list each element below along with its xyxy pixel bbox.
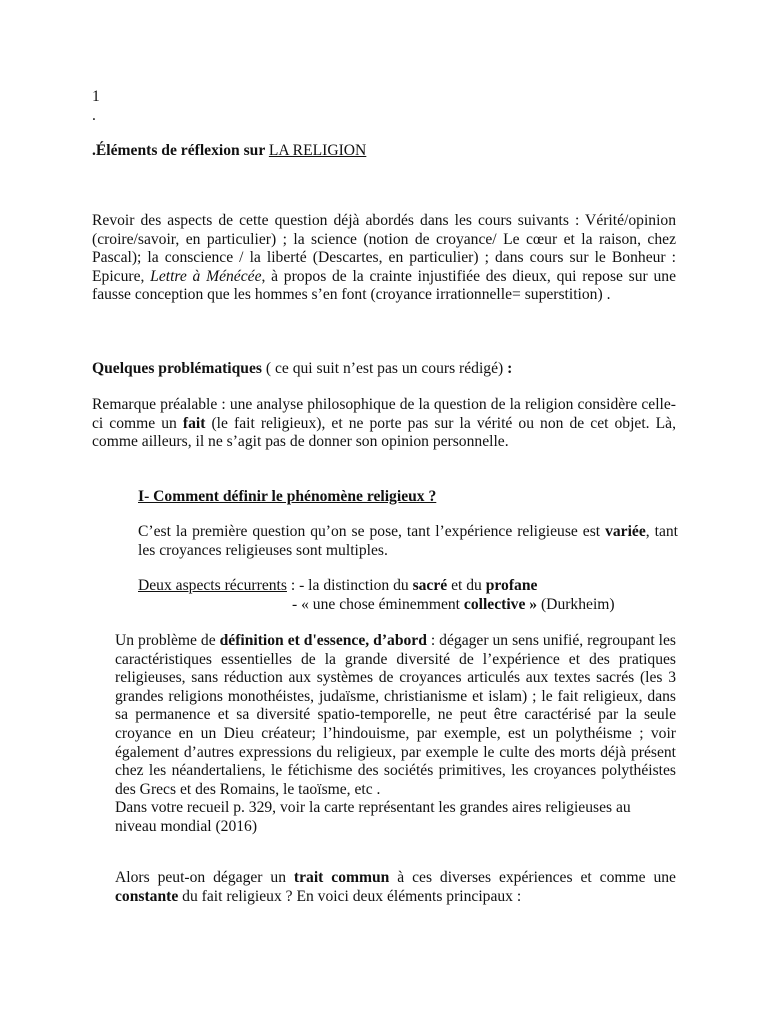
page-number: 1 . xyxy=(92,88,100,124)
probleme-paragraph: Un problème de définition et d'essence, d’abord : dégager un sens unifié, regroupant les caractéristiques essentielles de la grande diversité de l’expérience et des pratiques religieuses, sans réduction aux systèmes de croyances articulés aux textes sacrés (les 3 grandes religions monothéistes, judaïsme, christianisme et islam) ; le fait religieux, dans sa permanence et sa diversité spatio-temporelle, ne peut être caractérisé par la seule croyance en un Dieu créateur; l’hindouisme, par exemple, est un polythéisme ; voir également d’autres expressions du religieux, par exemple le culte des morts déjà présent chez les néandertaliens, le fétichisme des sociétés primitives, les croyances polythéistes des Grecs et des Romains, le taoïsme, etc . Dans votre recueil p. 329, voir la carte représentant les grandes aires religieuses au niveau mondial (2016) xyxy=(115,632,676,835)
problematiques-heading: Quelques problématiques ( ce qui suit n’est pas un cours rédigé) : xyxy=(92,360,513,377)
alors-paragraph: Alors peut-on dégager un trait commun à ces diverses expériences et comme une constante du fait religieux ? En voici deux éléments principaux : xyxy=(115,869,676,905)
aspects-line-2: - « une chose éminemment collective » (Durkheim) xyxy=(292,596,615,613)
intro-paragraph: Revoir des aspects de cette question déjà abordés dans les cours suivants : Vérité/opinion (croire/savoir, en particulier) ; la science (notion de croyance/ Le cœur et la raison, chez Pascal); la conscience / la liberté (Descartes, en particulier) ; dans cours sur le Bonheur : Epicure, Lettre à Ménécée, à propos de la crainte injustifiée des dieux, qui repose sur une fausse conception que les hommes s’en font (croyance irrationnelle= superstition) . xyxy=(92,212,677,304)
remarque-paragraph: Remarque préalable : une analyse philosophique de la question de la religion considère celle-ci comme un fait (le fait religieux), et ne porte pas sur la vérité ou non de cet objet. Là, comme ailleurs, il ne s’agit pas de donner son opinion personnelle. xyxy=(92,396,676,451)
page-title: .Éléments de réflexion sur LA RELIGION xyxy=(92,142,367,159)
aspects-line: Deux aspects récurrents : - la distinction du sacré et du profane xyxy=(138,577,538,594)
section-intro-paragraph: C’est la première question qu’on se pose, tant l’expérience religieuse est variée, tant les croyances religieuses sont multiples. xyxy=(138,523,678,559)
section-heading: I- Comment définir le phénomène religieux ? xyxy=(138,488,437,505)
